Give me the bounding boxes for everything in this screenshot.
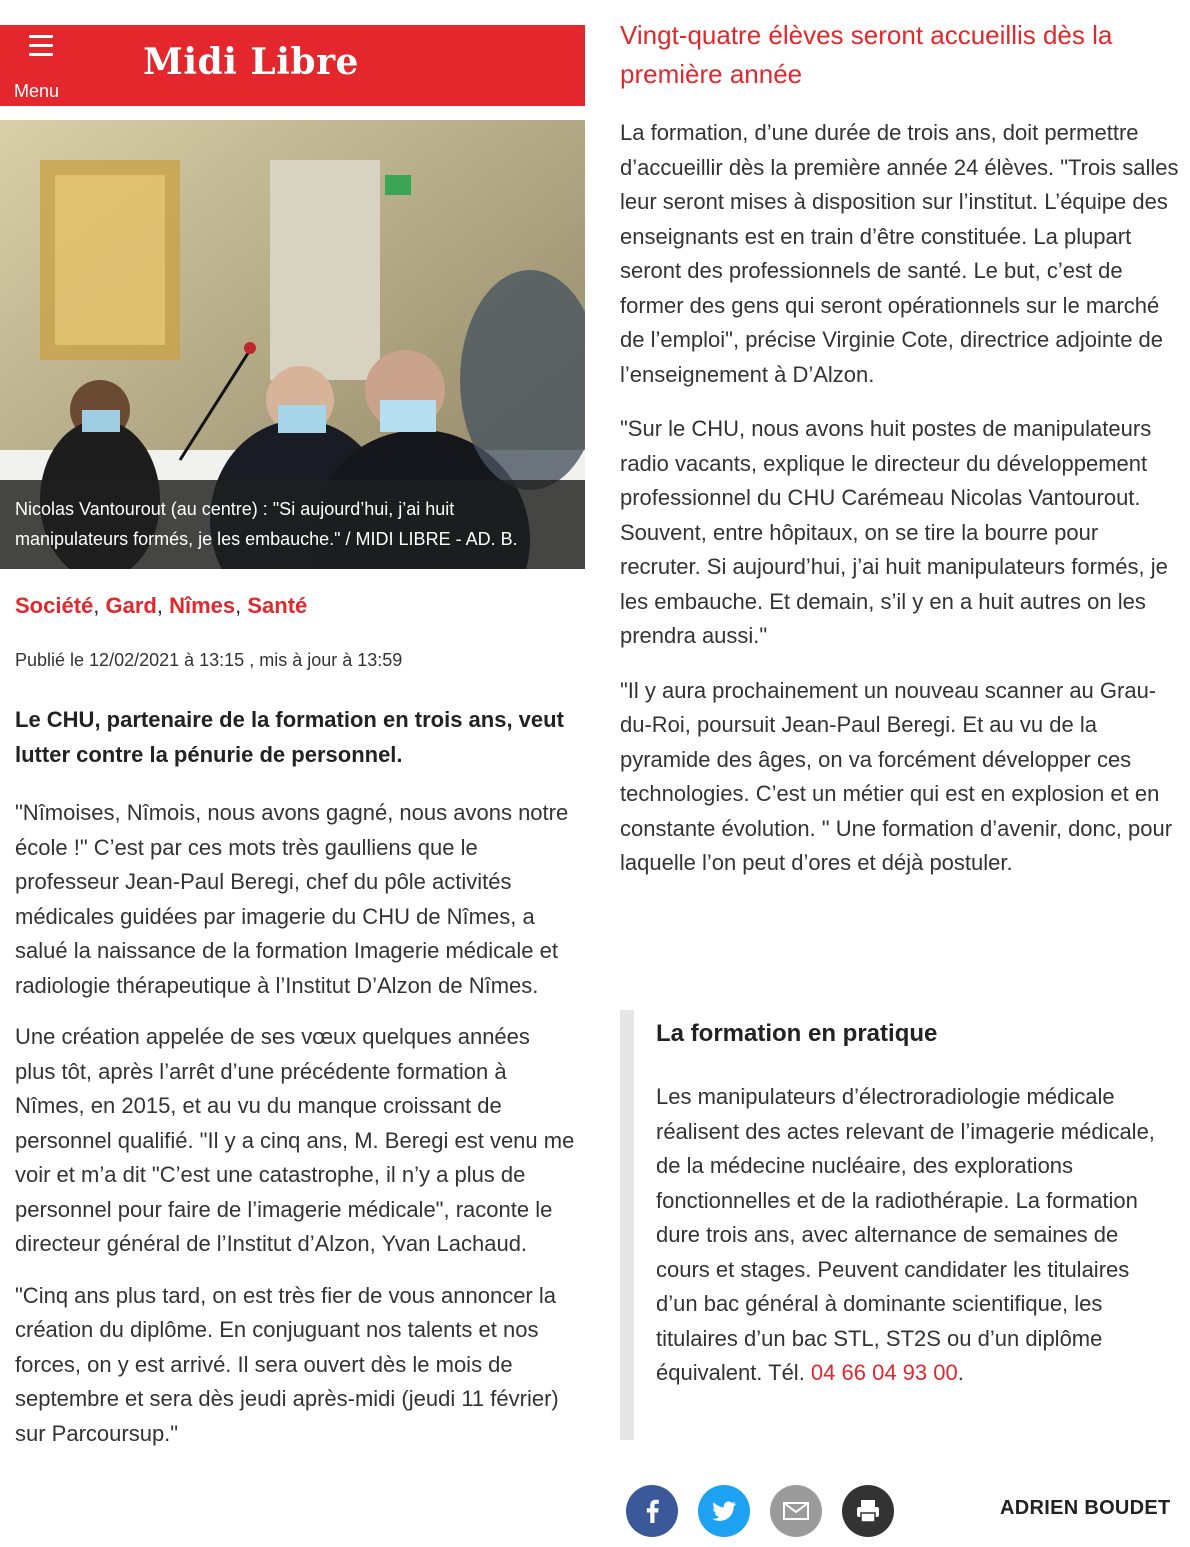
photo-caption: Nicolas Vantourout (au centre) : "Si aujourd’hui, j’ai huit manipulateurs formés, je les embauche." / MIDI LIBRE - AD. B.: [0, 480, 585, 569]
print-button[interactable]: [842, 1485, 894, 1537]
article-lead: Le CHU, partenaire de la formation en trois ans, veut lutter contre la pénurie de personnel.: [15, 707, 564, 767]
menu-label: Menu: [14, 81, 60, 101]
tag-sante[interactable]: Santé: [247, 593, 308, 618]
paragraph: "Cinq ans plus tard, on est très fier de vous annoncer la création du diplôme. En conjuguant nos talents et nos forces, on y est arrivé. Il sera ouvert dès le mois de septembre et sera dès jeudi après-midi (jeudi 11 février) sur Parcoursup.": [15, 1282, 559, 1446]
phone-link[interactable]: 04 66 04 93 00: [810, 1360, 958, 1385]
info-box-text: [656, 1080, 1172, 1391]
info-box-title: La formation en pratique: [656, 1020, 938, 1047]
share-email-button[interactable]: [770, 1485, 822, 1537]
author-name[interactable]: ADRIEN BOUDET: [1000, 1497, 1171, 1519]
menu-button[interactable]: [14, 33, 74, 99]
mail-icon: [770, 1485, 822, 1537]
tag-list: Société, Gard, Nîmes, Santé: [15, 593, 308, 618]
right-column: [620, 0, 1180, 1547]
article-body-left: [15, 796, 575, 1468]
article-photo: [0, 120, 585, 569]
info-box-end: .: [957, 1360, 964, 1385]
site-logo[interactable]: Midi Libre: [143, 41, 359, 83]
paragraph: Une création appelée de ses vœux quelques années plus tôt, après l’arrêt d’une précédente formation à Nîmes, en 2015, et au vu du manque croissant de personnel qualifié. "Il y a cinq ans, M. Beregi est venu me voir et m’a dit "C’est une catastrophe, il n’y a plus de personnel pour faire de l’imagerie médicale", raconte le directeur général de l’Institut d’Alzon, Yvan Lachaud.: [15, 1024, 575, 1256]
article-body-right: [620, 116, 1180, 901]
paragraph: "Il y aura prochainement un nouveau scanner au Grau-du-Roi, poursuit Jean-Paul Beregi. Et au vu de la pyramide des âges, on va forcément développer ces technologies. C’est un métier qui est en explosion et en constante évolution. " Une formation d’avenir, donc, pour laquelle l’on peut d’ores et déjà postuler.: [620, 677, 1173, 875]
paragraph: La formation, d’une durée de trois ans, doit permettre d’accueillir dès la première année 24 élèves. "Trois salles leur seront mises à disposition sur l’institut. L’équipe des enseignants est en train d’être constituée. La plupart seront des professionnels de santé. Le but, c’est de former des gens qui seront opérationnels sur le marché de l’emploi", précise Virginie Cote, directrice adjointe de l’enseignement à D’Alzon.: [620, 120, 1179, 387]
tag-societe[interactable]: Société: [15, 593, 94, 618]
hamburger-icon: [29, 35, 53, 62]
publish-date: Publié le 12/02/2021 à 13:15 , mis à jour à 13:59: [15, 650, 403, 670]
info-box-body: Les manipulateurs d’électroradiologie médicale réalisent des actes relevant de l’imagerie médicale, de la médecine nucléaire, des explorations fonctionnelles et de la radiothérapie. La formation dure trois ans, avec alternance de semaines de cours et stages. Peuvent candidater les titulaires d’un bac général à dominante scientifique, les titulaires d’un bac STL, ST2S ou d’un diplôme équivalent. Tél.: [656, 1084, 1155, 1385]
share-twitter-button[interactable]: [698, 1485, 750, 1537]
tag-nimes[interactable]: Nîmes: [169, 593, 236, 618]
tag-gard[interactable]: Gard: [105, 593, 157, 618]
section-subheading: Vingt-quatre élèves seront accueillis dès la première année: [620, 20, 1113, 89]
twitter-icon: [698, 1485, 750, 1537]
paragraph: "Sur le CHU, nous avons huit postes de manipulateurs radio vacants, explique le directeur du développement professionnel du CHU Carémeau Nicolas Vantourout. Souvent, entre hôpitaux, on se tire la bourre pour recruter. Si aujourd’hui, j’ai huit manipulateurs formés, je les embauche. Et demain, s’il y en a huit autres on les prendra aussi.": [620, 416, 1168, 648]
printer-icon: [842, 1485, 894, 1537]
site-header: [0, 25, 585, 106]
share-facebook-button[interactable]: [626, 1485, 678, 1537]
facebook-icon: [626, 1485, 678, 1537]
info-box: [620, 1010, 1172, 1440]
paragraph: "Nîmoises, Nîmois, nous avons gagné, nous avons notre école !" C’est par ces mots très gaulliens que le professeur Jean-Paul Beregi, chef du pôle activités médicales guidées par imagerie du CHU de Nîmes, a salué la naissance de la formation Imagerie médicale et radiologie thérapeutique à l’Institut D’Alzon de Nîmes.: [15, 800, 569, 998]
